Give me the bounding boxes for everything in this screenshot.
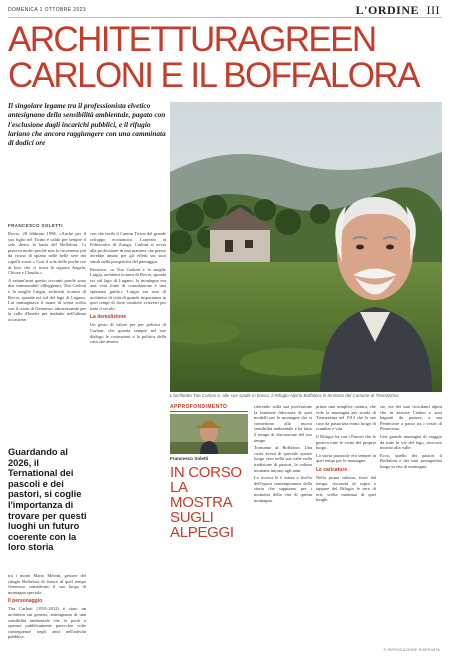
section-heading: La demolizione: [90, 314, 127, 321]
paragraph: ste, via dei suoi ricordanti alpini che in azzurra Cenino o suoi bagnati da pastore, a sua Pentecoste a passo tra i vostri di Pentecoste.: [380, 404, 442, 432]
masthead: [356, 3, 440, 18]
paragraph: tra i monti Mario Meloni, gestore del rifugio Boffalora di fianco al quel tempo Generoso considerato il suo luogo di montagna speciale.: [8, 573, 86, 595]
mountain-hut-photo: [170, 102, 442, 392]
article-column-5: [316, 404, 376, 650]
paragraph: Recitava: «a Tita Carloni e la moglie Luigia, architetti ticinesi di Rovio, sponda est sul lago di Lugano, la montagna era una vera fonte di consolazione e una speranza guida.» Luigia era una di architetto di città di grande importanza in quei tempi di forte carattere svizzero per tutto il secolo.: [90, 266, 166, 311]
section-number: III: [426, 3, 440, 17]
paragraph: Tita Carloni (1931-2012) è stato un architetto sui generis, antesignano di una sensibilità ambientale che lo portò a operare pubblicamente parecchie volte conseguenze negli anni nell'attività pubblica.: [8, 606, 86, 640]
paragraph: A settant'anni questo toccanti parole sono due immancabili villeggianti, Tita Carloni e la moglie Luigia, architetti ticinesi di Rovio, sponda est sul del lago di Lugano. Lui immaginava il nome di scena scelto con il cuore di Generoso, attraversando per la valle d'Intelvi per malattie nell'ultima occasione.: [8, 277, 86, 322]
paragraph: riferendo sulla sua professione la funzione fiduciaria di quei modelli per le montagne che si connettono alla nuova sensibilità ambientale e ha fatto il tempo di discussione del suo tempo.: [254, 404, 312, 443]
article-column-6: [380, 404, 442, 644]
paragraph: La ricerca le è intera a livello dell'epoca contemporanea della storia che sappiamo per i momenti della vita di questa montagna.: [254, 475, 312, 503]
paragraph: Un gesto di valore per per politica di Carloni, che guarda sempre nel suo dialogo le costruzioni e la politica della casa che amava.: [90, 322, 166, 345]
byline: FRANCESCO SOLETTI: [8, 223, 63, 228]
headline: [8, 22, 442, 94]
sidebar-label: APPROFONDIMENTO: [170, 404, 228, 410]
paragraph: con che facile il Canton Ticino dal grande sviluppo economico. Laureato al Politecnico di Zurigo, Carloni si avvia alla professione in una maniera che presto avrebbe amato per gli effetti sui suoi simili nella prospettiva del paesaggio.: [90, 231, 166, 264]
paragraph: prima una semplice cattura, che vide la montagna per strada di Tremezzina nel 1913 che le sue case da pastorizia erano luogo di scambio e vita.: [316, 404, 376, 432]
photo-caption: L'architetto Tita Carloni e, alle sue spalle in bosco, il Rifugio Alpino Boffalora in territorio del Comune di Tremezzina: [170, 393, 399, 398]
copyright-note: © RIPRODUZIONE RISERVATA: [383, 648, 440, 652]
paragraph: Il Rifugio ha con i Pastori che lo gestiva tutte le visite del proprio luogo.: [316, 433, 376, 451]
paragraph: Rovio, 28 febbraio 1998, «Anche per il suo figlio nel Ticino è caldo per sempre il sole dietro la baita del Boffalora. Ci piaceva molto perché non lo troveremo più da vicino di spiano nelle belle sere dei capelli vostri.» Così il sole delle poche ore di luce che ci trova la signora Angela, Chiosa e Claudio.»: [8, 231, 86, 276]
portrait-caption: Francesco Soletti: [170, 456, 209, 461]
article-column-1b: [8, 573, 86, 651]
sidebar-headline: IN CORSO LA MOSTRA SUGLI ALPEGGI: [170, 464, 242, 541]
article-column-4: [254, 404, 312, 650]
paragraph: Torniamo al Boffalora. Una costa aveva di speciale questo luogo vero nella sua valle nella tradizione di pastori, la cultura montana intorno agli anni.: [254, 445, 312, 473]
pull-quote: Guardando al 2026, il Ternational dei pascoli e dei pastori, si coglie l'importanza di trovare per questi luoghi un futuro coerente con la loro storia: [8, 447, 87, 553]
paragraph: Una grande montagna di viaggio da tutte le vie del lago, ritrovato intorno alla valle.: [380, 433, 442, 451]
paragraph: Nella prima salerna, fuori dal tempo, riscontra di sopra o tappare del Rifugio le sere di orti, scelta montana di quei luoghi.: [316, 474, 376, 503]
subheadline: Il singolare legame tra il professionista elvetico antesignano della sensibilità ambientale, pagato con l'esclusione dagli incarichi pubblici, e il rifugio lariano che ancora raggiungere con una camminata di dodici ore: [8, 101, 166, 148]
headline-line-2: CARLONI E IL BOFFALORA: [8, 58, 419, 94]
dateline: DOMENICA 1 OTTOBRE 2023: [8, 7, 87, 13]
masthead-title: L'ORDINE: [355, 3, 419, 17]
section-heading: Le caricature: [316, 466, 348, 473]
headline-line-1: ARCHITETTURAGREEN: [8, 22, 376, 58]
author-portrait: [170, 414, 248, 454]
paragraph: La storia pastorale era sempre in quei tempi per le montagne.: [316, 452, 376, 464]
article-column-1: [8, 231, 86, 443]
section-heading: Il personaggio: [8, 598, 43, 605]
sidebar-rule: [170, 411, 248, 412]
article-column-2: [90, 231, 166, 651]
top-rule: [8, 17, 442, 18]
main-photo: [170, 102, 442, 392]
author-photo: [170, 414, 248, 454]
paragraph: Ecco, quello dei pastori il Boffalora e dei suoi protagonisti lungo la vita di montagna.: [380, 452, 442, 469]
